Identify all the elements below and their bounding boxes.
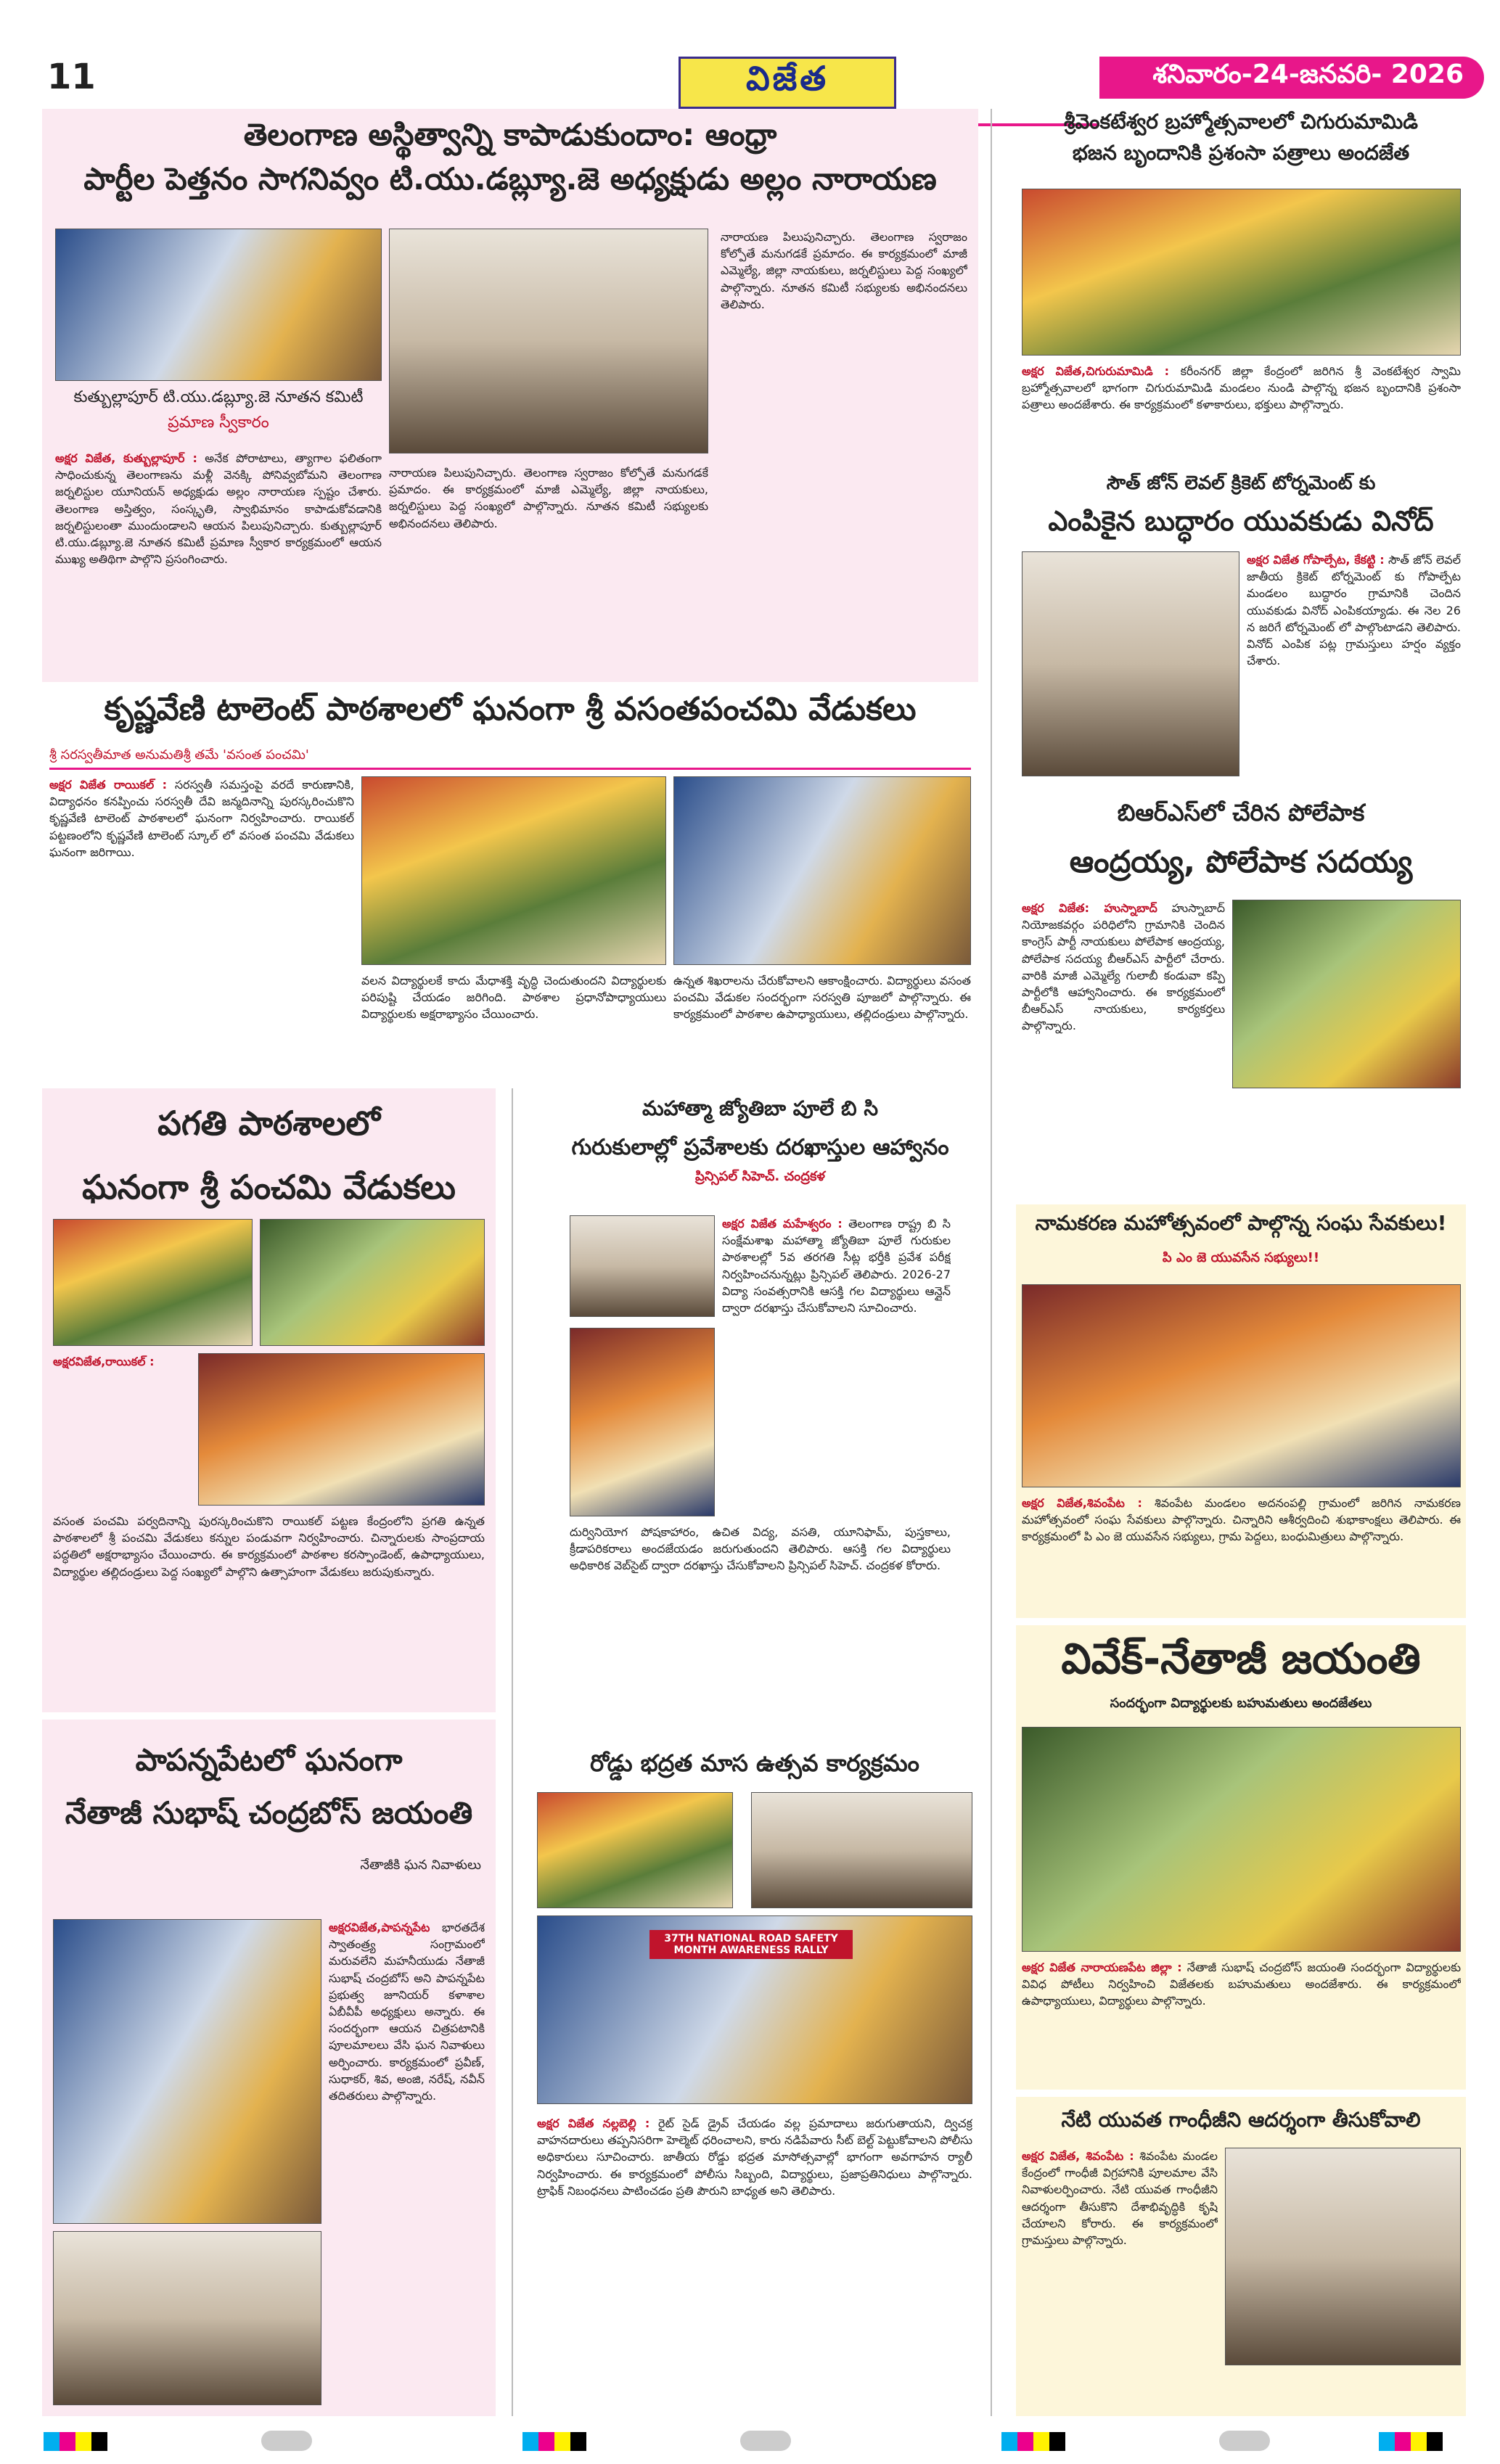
story-pragati-col-left: [53, 1353, 191, 1506]
story-krishnaveni-col2: [361, 972, 666, 1074]
story-krishnaveni-text-2: వలన విద్యార్థులకే కాదు మేధాశక్తి వృద్ధి చెందుతుందని విద్యార్థులకు పరిపుష్టి చేయడం జరిగింది. పాఠశాల ప్రధానోపాధ్యాయులు విద్యార్థులకు అక్షరాభ్యాసం చేయించారు.: [361, 974, 666, 1022]
story-papannapet: [42, 1720, 496, 2416]
story-pragati-photo-3: [198, 1353, 485, 1506]
story-bhajana-text: కరీంనగర్ జిల్లా కేంద్రంలో జరిగిన శ్రీ వెంకటేశ్వర స్వామి బ్రహ్మోత్సవాలలో భాగంగా చిగురుమామిడి మండలం నుండి పాల్గొన్న భజన బృందానికి ప్రశంసా పత్రాలు అందజేశారు. ఈ కార్యక్రమంలో కళాకారులు, భక్తులు పాల్గొన్నారు.: [1022, 364, 1461, 412]
registration-pill-3: [1219, 2431, 1270, 2451]
masthead-title: విజేత: [745, 59, 829, 98]
story-road-safety-photo-2: [751, 1792, 972, 1908]
story-papannapet-col: [329, 1919, 485, 2405]
story-vivek-netaji: [1016, 1625, 1466, 2090]
story-road-safety-banner: 37TH NATIONAL ROAD SAFETY MONTH AWARENESS RALLY: [649, 1930, 853, 1959]
story-bhajana-title-1: శ్రీవెంకటేశ్వర బ్రహ్మోత్సవాలలో చిగురుమామిడి: [1064, 110, 1418, 134]
story-krishnaveni-byline: అక్షర విజేత రాయికల్ :: [49, 778, 167, 792]
story-vivek-netaji-photo: [1022, 1727, 1461, 1952]
story-krishnaveni-rule: [49, 768, 971, 770]
story-gandhiji: [1016, 2097, 1466, 2416]
story-cricket-photo: [1022, 551, 1239, 776]
story-bhajana-photo: [1022, 189, 1461, 356]
story-brs-title-1: బిఆర్ఎస్‌లో చేరిన పోలేపాక: [1117, 799, 1365, 826]
page-number: 11: [47, 57, 96, 97]
story-cricket-title-2: ఎంపికైన బుద్ధారం యువకుడు వినోద్: [1048, 504, 1434, 537]
story-tuwj-title-1: తెలంగాణ అస్థిత్వాన్ని కాపాడుకుందాం: ఆంధ్రా: [243, 117, 777, 152]
story-pragati: [42, 1088, 496, 1712]
registration-mark-4: [1379, 2432, 1443, 2451]
masthead: [679, 57, 896, 109]
story-brs: [1016, 791, 1466, 1197]
story-tuwj-text-3: నారాయణ పిలుపునిచ్చారు. తెలంగాణ స్వరాజం కోల్పోతే మనుగడకే ప్రమాదం. ఈ కార్యక్రమంలో మాజీ ఎమ్మెల్యే, జిల్లా నాయకులు, జర్నలిస్టులు పెద్ద సంఖ్యలో పాల్గొన్నారు. నూతన కమిటీ సభ్యులకు అభినందనలు తెలిపారు.: [721, 230, 967, 311]
story-tuwj-photo-2: [389, 229, 708, 453]
story-gandhiji-photo: [1225, 2148, 1461, 2365]
story-pragati-title-1: ప‌గతి పాఠశాలలో: [157, 1104, 380, 1143]
story-tuwj-col2: [389, 464, 708, 675]
story-tuwj-caption-2: ప్రమాణ స్వీకారం: [168, 414, 269, 432]
story-cricket-byline: అక్షర విజేత గోపాల్పేట, కేకట్టి :: [1247, 553, 1385, 567]
story-papannapet-photo: [53, 1919, 321, 2224]
story-brs-text: హుస్నాబాద్ నియోజకవర్గం పరిధిలోని గ్రామానికి చెందిన కాంగ్రెస్ పార్టీ నాయకులు పోలేపాక ఆంద్రయ్య, పోలేపాక సదయ్య బీఆర్ఎస్ పార్టీలో చేరారు. వారికి మాజీ ఎమ్మెల్యే గులాబీ కండువా కప్పి పార్టీలోకి ఆహ్వానించారు. ఈ కార్యక్రమంలో బీఆర్ఎస్ నాయకులు, కార్యకర్తలు పాల్గొన్నారు.: [1022, 901, 1225, 1033]
story-pragati-title-2: ఘనంగా శ్రీ పంచమి వేడుకలు: [82, 1167, 456, 1207]
story-gurukulam-col1: [722, 1215, 951, 1516]
story-brs-byline: అక్షర విజేత: హుస్నాబాద్: [1022, 901, 1157, 915]
story-pragati-byline: అక్షరవిజేత,రాయికల్ :: [53, 1355, 155, 1368]
story-krishnaveni-title: కృష్ణవేణి టాలెంట్ పాఠశాలలో ఘనంగా శ్రీ వసంతపంచమి వేడుకలు: [104, 691, 917, 728]
story-bhajana-col: [1022, 363, 1461, 453]
story-gurukulam-title-1: మహాత్మా జ్యోతిబా పూలే బి సి: [642, 1096, 878, 1120]
story-tuwj-text-1: అనేక పోరాటాలు, త్యాగాల ఫలితంగా సాధించుకున్న తెలంగాణను మళ్లీ వెనక్కి పోనివ్వబోమని తెలంగాణ జర్నలిస్టుల యూనియన్ అధ్యక్షుడు అల్లం నారాయణ స్పష్టం చేశారు. తెలంగాణ అస్తిత్వం, సంస్కృతి, స్వాభిమానం కాపాడుకోవడానికి జర్నలిస్టులంతా ముందుండాలని ఆయన పిలుపునిచ్చారు. కుత్బుల్లాపూర్ టి.యు.డబ్ల్యూ.జె నూతన కమిటీ ప్రమాణ స్వీకార కార్యక్రమంలో ఆయన ముఖ్య అతిథిగా పాల్గొని ప్రసంగించారు.: [55, 451, 382, 567]
story-gurukulam: [562, 1088, 958, 1741]
registration-mark-2: [522, 2432, 586, 2451]
story-road-safety-text: రైట్ సైడ్ డ్రైవ్ చేయడం వల్ల ప్రమాదాలు జరుగుతాయని, ద్విచక్ర వాహనదారులు తప్పనిసరిగా హెల్మెట్ ధరించాలని, కారు నడిపేవారు సీట్ బెల్ట్ పెట్టుకోవాలని పోలీసు అధికారులు సూచించారు. జాతీయ రోడ్డు భద్రత మాసోత్సవాల్లో భాగంగా అవగాహన ర్యాలీ నిర్వహించారు. ఈ కార్యక్రమంలో పోలీసు సిబ్బంది, విద్యార్థులు, ప్రజాప్రతినిధులు పాల్గొన్నారు. ట్రాఫిక్ నిబంధనలు పాటించడం ప్రతి పౌరుని బాధ్యత అని తెలిపారు.: [537, 2116, 972, 2198]
story-gurukulam-col2: [570, 1524, 951, 1727]
story-gurukulam-title-2: గురుకులాల్లో ప్రవేశాలకు దరఖాస్తుల ఆహ్వానం: [571, 1135, 949, 1160]
story-namakarana-col: [1022, 1495, 1461, 1611]
story-tuwj-col1: [55, 450, 382, 675]
date-bar: శనివారం-24-జనవరి- 2026: [1099, 57, 1484, 99]
story-krishnaveni-photo-1: [361, 776, 666, 965]
story-tuwj-title-2: పార్టీల పెత్తనం సాగనివ్వం టి.యు.డబ్ల్యూ.జె అధ్యక్షుడు అల్లం నారాయణ: [83, 160, 937, 197]
story-namakarana: [1016, 1204, 1466, 1618]
story-vivek-netaji-byline: అక్షర విజేత నారాయణపేట జిల్లా :: [1022, 1960, 1182, 1974]
story-brs-title-2: ఆంద్రయ్య, పోలేపాక సదయ్య: [1069, 844, 1413, 879]
story-krishnaveni-col1: [49, 776, 354, 1074]
story-tuwj-photo-1: [55, 229, 382, 381]
registration-mark-3: [1001, 2432, 1065, 2451]
column-divider-2: [512, 1088, 513, 2416]
story-papannapet-photo-2: [53, 2231, 321, 2405]
story-tuwj: [42, 109, 978, 682]
story-gurukulam-text-2: దుర్వినియోగ పోషకాహారం, ఉచిత విద్య, వసతి, యూనిఫామ్, పుస్తకాలు, క్రీడాపరికరాలు అందజేయడం జరుగుతుందని తెలిపారు. ఆసక్తి గల విద్యార్థులు అధికారిక వెబ్‌సైట్ ద్వారా దరఖాస్తు చేసుకోవాలని ప్రిన్సిపల్ సిహెచ్. చంద్రకళ కోరారు.: [570, 1525, 951, 1573]
story-vivek-netaji-title: వివేక్-నేతాజీ జయంతి: [1061, 1634, 1421, 1683]
story-cricket-title-1: సౌత్ జోన్ లెవల్ క్రికెట్ టోర్నమెంట్ కు: [1106, 472, 1376, 494]
registration-pill-2: [740, 2431, 791, 2451]
story-vivek-netaji-col: [1022, 1959, 1461, 2082]
story-gandhiji-text: శివంపేట మండల కేంద్రంలో గాంధీజీ విగ్రహానికి పూలమాల వేసి నివాళులర్పించారు. నేటి యువత గాంధీజీని ఆదర్శంగా తీసుకొని దేశాభివృద్ధికి కృషి చేయాలని కోరారు. ఈ కార్యక్రమంలో గ్రామస్తులు పాల్గొన్నారు.: [1022, 2149, 1218, 2247]
story-papannapet-title-2: నేతాజీ సుభాష్ చంద్రబోస్ జయంతి: [65, 1794, 473, 1831]
story-krishnaveni-text-1: సరస్వతీ సమస్తంపై వరదే కారుణానికి, విద్యాధనం కనప్పించు సరస్వతీ దేవి జన్మదినాన్ని పురస్కరించుకొని కృష్ణవేణి టాలెంట్ పాఠశాలలో ఘనంగా నిర్వహించారు. రాయికల్ పట్టణంలోని కృష్ణవేణి టాలెంట్ స్కూల్ లో వసంత పంచమి వేడుకలు ఘనంగా జరిగాయి.: [49, 778, 354, 859]
story-brs-photo: [1232, 900, 1461, 1088]
story-papannapet-sub: నేతాజీకి ఘన నివాళులు: [360, 1857, 481, 1873]
story-gandhiji-title: నేటి యువత గాంధీజీని ఆదర్శంగా తీసుకోవాలి: [1061, 2108, 1421, 2132]
story-papannapet-text: భారతదేశ స్వాతంత్ర్య సంగ్రామంలో మరువలేని మహనీయుడు నేతాజీ సుభాష్ చంద్రబోస్ అని పాపన్నపేట ప్రభుత్వ జూనియర్ కళాశాల ఏబీవీపీ అధ్యక్షులు అన్నారు. ఈ సందర్భంగా ఆయన చిత్రపటానికి పూలమాలలు వేసి ఘన నివాళులు అర్పించారు. కార్యక్రమంలో ప్రవీణ్, సుధాకర్, శివ, అంజి, నరేష్, నవీన్ తదితరులు పాల్గొన్నారు.: [329, 1921, 485, 2103]
registration-mark-1: [44, 2432, 107, 2451]
story-tuwj-col3: [721, 229, 967, 675]
story-papannapet-title-1: పాపన్నపేటలో ఘనంగా: [135, 1742, 403, 1778]
story-road-safety-photo-1: [537, 1792, 733, 1908]
column-divider-1: [991, 109, 992, 2416]
story-gurukulam-photo-2: [570, 1328, 715, 1516]
story-krishnaveni-photo-2: [673, 776, 971, 965]
story-pragati-photo-2: [260, 1219, 485, 1346]
story-papannapet-byline: అక్షరవిజేత,పాపన్నపేట: [329, 1921, 430, 1934]
story-namakarana-photo: [1022, 1284, 1461, 1487]
story-krishnaveni: [42, 689, 978, 1081]
story-gurukulam-sub: ప్రిన్సిపల్ సిహెచ్. చంద్రకళ: [694, 1168, 825, 1184]
story-pragati-text: వసంత పంచమి పర్వదినాన్ని పురస్కరించుకొని రాయికల్ పట్టణ కేంద్రంలోని ప్రగతి ఉన్నత పాఠశాలలో శ్రీ పంచమి వేడుకలు కన్నుల పండువగా నిర్వహించారు. చిన్నారులకు సాంప్రదాయ పద్ధతిలో అక్షరాభ్యాసం చేయించారు. ఈ కార్యక్రమంలో పాఠశాల కరస్పాండెంట్, ఉపాధ్యాయులు, విద్యార్థుల తల్లిదండ్రులు పెద్ద సంఖ్యలో పాల్గొని ఉత్సాహంగా వేడుకలు జరుపుకున్నారు.: [53, 1514, 485, 1579]
story-tuwj-text-2: నారాయణ పిలుపునిచ్చారు. తెలంగాణ స్వరాజం కోల్పోతే మనుగడకే ప్రమాదం. ఈ కార్యక్రమంలో మాజీ ఎమ్మెల్యే, జిల్లా నాయకులు, జర్నలిస్టులు పెద్ద సంఖ్యలో పాల్గొన్నారు. నూతన కమిటీ సభ్యులకు అభినందనలు తెలిపారు.: [389, 466, 708, 530]
story-road-safety-title: రోడ్డు భద్రత మాస ఉత్సవ కార్యక్రమం: [590, 1749, 919, 1777]
story-namakarana-text: శివంపేట మండలం అదనంపల్లి గ్రామంలో జరిగిన నామకరణ మహోత్సవంలో సంఘ సేవకులు పాల్గొన్నారు. చిన్నారిని ఆశీర్వదించి శుభాకాంక్షలు తెలిపారు. ఈ కార్యక్రమంలో పి ఎం జె యువసేన సభ్యులు, గ్రామ పెద్దలు, బంధుమిత్రులు పాల్గొన్నారు.: [1022, 1496, 1461, 1544]
story-vivek-netaji-sub: సందర్భంగా విద్యార్థులకు బహుమతులు అందజేతలు: [1110, 1695, 1372, 1711]
story-namakarana-title: నామకరణ మహోత్సవంలో పాల్గొన్న సంఘ సేవకులు!: [1035, 1211, 1447, 1235]
story-krishnaveni-sub: శ్రీ సరస్వతీమాత అనుమతిశ్రీ తమే 'వసంత పంచమి': [49, 747, 309, 763]
story-namakarana-sub: పి ఎం జె యువసేన సభ్యులు!!: [1162, 1250, 1320, 1265]
story-namakarana-byline: అక్షర విజేత,శివంపేట :: [1022, 1496, 1142, 1510]
story-krishnaveni-text-3: ఉన్నత శిఖరాలను చేరుకోవాలని ఆకాంక్షించారు. విద్యార్థులు వసంత పంచమి వేడుకల సందర్భంగా సరస్వతి పూజలో పాల్గొన్నారు. ఈ కార్యక్రమంలో పాఠశాల ఉపాధ్యాయులు, తల్లిదండ్రులు పాల్గొన్నారు.: [673, 974, 971, 1022]
story-gandhiji-col: [1022, 2148, 1218, 2409]
story-pragati-col: [53, 1513, 485, 1705]
story-bhajana-title-2: భజన బృందానికి ప్రశంసా పత్రాలు అందజేత: [1072, 141, 1410, 165]
page-header: [40, 51, 1484, 103]
story-road-safety: [533, 1749, 976, 2423]
story-cricket-col: [1247, 551, 1461, 776]
story-cricket-text: సౌత్ జోన్ లెవల్ జాతీయ క్రికెట్ టోర్నమెంట్ కు గోపాల్పేట మండలం బుద్ధారం గ్రామానికి చెందిన యువకుడు వినోద్ ఎంపికయ్యాడు. ఈ నెల 26 న జరిగే టోర్నమెంట్ లో పాల్గొంటాడని తెలిపారు. వినోద్ ఎంపిక పట్ల గ్రామస్తులు హర్షం వ్యక్తం చేశారు.: [1247, 553, 1461, 668]
story-gurukulam-text-1: తెలంగాణ రాష్ట్ర బి సి సంక్షేమశాఖ మహాత్మా జ్యోతిబా పూలే గురుకుల పాఠశాలల్లో 5వ తరగతి సీట్ల భర్తీకి ప్రవేశ పరీక్ష నిర్వహించనున్నట్లు ప్రిన్సిపల్ తెలిపారు. 2026-27 విద్యా సంవత్సరానికి ఆసక్తి గల విద్యార్థులు ఆన్లైన్ ద్వారా దరఖాస్తు చేసుకోవాలని సూచించారు.: [722, 1217, 951, 1315]
registration-pill-1: [261, 2431, 312, 2451]
story-bhajana-byline: అక్షర విజేత,చిగురుమామిడి :: [1022, 364, 1170, 378]
story-tuwj-caption-1: కుత్బుల్లాపూర్ టి.యు.డబ్ల్యూ.జె నూతన కమిటీ: [73, 388, 364, 406]
story-road-safety-byline: అక్షర విజేత నల్లబెల్లి :: [537, 2116, 650, 2130]
story-gurukulam-byline: అక్షర విజేత మహేశ్వరం :: [722, 1217, 843, 1231]
story-tuwj-byline: అక్షర విజేత, కుత్బుల్లాపూర్ :: [55, 451, 197, 465]
story-pragati-photo-1: [53, 1219, 253, 1346]
story-gandhiji-byline: అక్షర విజేత, శివంపేట :: [1022, 2149, 1134, 2163]
story-vivek-netaji-text: నేతాజీ సుభాష్ చంద్రబోస్ జయంతి సందర్భంగా విద్యార్థులకు వివిధ పోటీలు నిర్వహించి విజేతలకు బహుమతులు అందజేశారు. ఈ కార్యక్రమంలో ఉపాధ్యాయులు, విద్యార్థులు పాల్గొన్నారు.: [1022, 1960, 1461, 2008]
story-road-safety-col: [537, 2115, 972, 2416]
story-cricket: [1016, 464, 1466, 784]
story-krishnaveni-col3: [673, 972, 971, 1074]
story-brs-col: [1022, 900, 1225, 1190]
story-gurukulam-photo-1: [570, 1215, 715, 1317]
story-bhajana: [1016, 109, 1466, 457]
